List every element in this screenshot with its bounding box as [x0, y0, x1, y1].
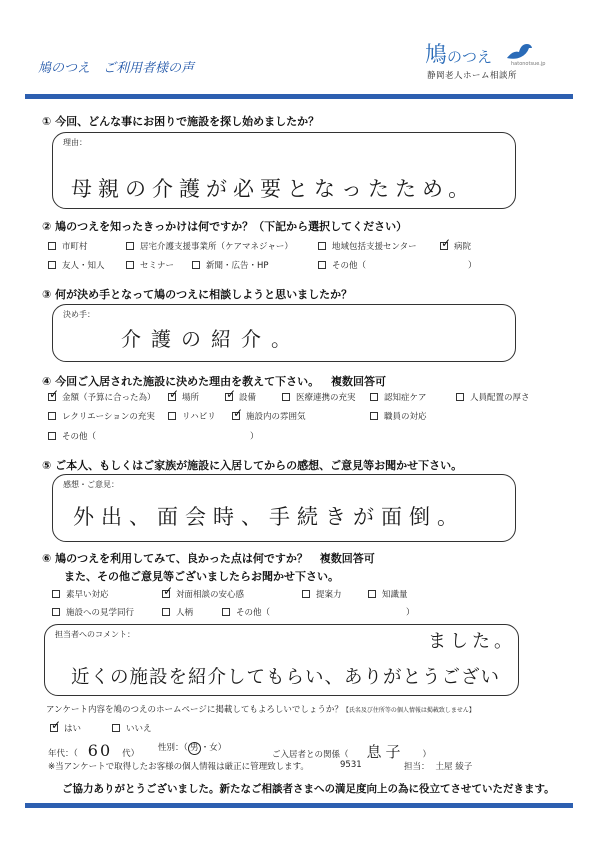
checkbox[interactable]	[48, 242, 56, 250]
logo-subtitle: 静岡老人ホーム相談所	[427, 71, 518, 81]
q4-option-6[interactable]	[456, 391, 530, 403]
option-label: 施設への見学同行	[66, 608, 135, 618]
q5-answer: 外出、面会時、手続きが面倒。	[73, 505, 465, 529]
option-label: 居宅介護支援事業所（ケアマネジャー）	[140, 242, 293, 252]
q4-option-9[interactable]	[232, 406, 306, 422]
q3-question: ③ 何が決め手となって鳩のつえに相談しようと思いましたか？	[42, 288, 353, 301]
option-label: 市町村	[62, 242, 88, 252]
checkbox[interactable]	[302, 590, 310, 598]
q4-option-1[interactable]	[48, 387, 156, 403]
logo-wordmark	[425, 38, 492, 69]
q2-option-7[interactable]	[192, 259, 269, 271]
option-label: 素早い対応	[66, 590, 109, 600]
option-label: その他（	[62, 432, 97, 442]
q1-question: ① 今回、どんな事にお困りで施設を探し始めましたか？	[42, 115, 320, 128]
q6-option-3[interactable]	[302, 588, 342, 600]
q4-option-other[interactable]	[48, 430, 96, 442]
gender-male: 男	[188, 742, 201, 755]
q4-other-close: ）	[250, 432, 259, 442]
option-label: レクリエーションの充実	[62, 412, 155, 422]
q4-question-text: ④ 今回ご入居された施設に決めた理由を教えて下さい。	[42, 375, 320, 388]
checkbox[interactable]	[318, 261, 326, 269]
q4-question	[42, 373, 386, 389]
consent-yes[interactable]	[50, 718, 82, 734]
relation-close: ）	[422, 750, 432, 760]
checkbox[interactable]	[318, 242, 326, 250]
consent-question	[46, 703, 475, 715]
checkbox[interactable]	[192, 261, 200, 269]
checkbox[interactable]	[456, 393, 464, 401]
q1-answer: 母親の介護が必要となったため。	[71, 177, 476, 201]
relation-value: 息子	[366, 743, 405, 761]
q4-option-3[interactable]	[225, 387, 257, 403]
consent-note: 【氏名及び住所等の個人情報は掲載致しません】	[342, 707, 475, 714]
checkbox[interactable]	[112, 724, 120, 732]
q1-label: 理由：	[63, 138, 87, 147]
gender-field	[158, 741, 226, 755]
checkbox[interactable]	[52, 590, 60, 598]
staff	[404, 760, 472, 772]
checkbox-checked[interactable]: ✓	[441, 236, 452, 250]
pigeon-icon	[505, 40, 533, 62]
q2-option-5[interactable]	[48, 259, 105, 271]
checkbox[interactable]	[168, 412, 176, 420]
comment-line2: 近くの施設を紹介してもらい、ありがとうござい	[71, 667, 501, 688]
checkbox[interactable]	[48, 261, 56, 269]
footer-divider	[25, 803, 573, 808]
option-label: 病院	[454, 242, 472, 252]
option-label: 友人・知人	[62, 261, 105, 271]
q4-option-8[interactable]	[168, 410, 216, 422]
footer-thanks: ご協力ありがとうございました。新たなご相談者さまへの満足度向上の為に役立てさせていただきます。	[62, 783, 555, 795]
q6-option-6[interactable]	[162, 606, 193, 618]
checkbox-checked[interactable]: ✓	[163, 584, 174, 598]
option-label: 地域包括支援センター	[332, 242, 417, 252]
logo-url: hatonotsue.jp	[511, 61, 546, 67]
age-label: 年代：（	[48, 749, 78, 759]
checkbox[interactable]	[52, 608, 60, 616]
q2-other-close: ）	[468, 261, 477, 271]
q2-option-1[interactable]	[48, 240, 88, 252]
checkbox[interactable]	[162, 608, 170, 616]
option-label: 新聞・広告・HP	[206, 261, 269, 271]
checkbox-checked[interactable]: ✓	[49, 387, 60, 401]
privacy-note: ※当アンケートで取得したお客様の個人情報は厳正に管理致します。	[48, 762, 309, 772]
age-unit: 代）	[122, 749, 140, 759]
survey-title: 鳩のつえ ご利用者様の声	[38, 61, 195, 76]
q6-option-4[interactable]	[368, 588, 408, 600]
gender-female: 女	[209, 743, 218, 753]
comment-box	[44, 624, 519, 696]
q4-option-2[interactable]	[168, 387, 200, 403]
checkbox[interactable]	[370, 412, 378, 420]
option-label: セミナー	[140, 261, 175, 271]
checkbox[interactable]	[368, 590, 376, 598]
option-label: 人員配置の厚さ	[470, 393, 530, 403]
option-label: リハビリ	[182, 412, 216, 422]
checkbox-checked[interactable]: ✓	[233, 406, 244, 420]
checkbox[interactable]	[48, 432, 56, 440]
q2-option-4[interactable]	[440, 236, 472, 252]
checkbox-checked[interactable]: ✓	[169, 387, 180, 401]
option-label: はい	[64, 724, 82, 734]
q6-question-text: ⑥ 鳩のつえを利用してみて、良かった点は何ですか？	[42, 552, 308, 565]
consent-question-text: アンケート内容を鳩のつえのホームページに掲載してもよろしいでしょうか？	[46, 705, 343, 715]
option-label: 金額（予算に合った為）	[62, 393, 156, 403]
option-label: 知識量	[382, 590, 408, 600]
gender-sep: ・	[200, 743, 210, 753]
age-value: 60	[87, 741, 113, 760]
q5-question: ⑤ ご本人、もしくはご家族が施設に入居してからの感想、ご意見等お聞かせ下さい。	[42, 459, 463, 472]
option-label: 提案力	[316, 590, 342, 600]
logo	[425, 38, 555, 83]
q1-answer-box	[52, 132, 516, 209]
q5-answer-box	[52, 474, 516, 542]
q6-question	[42, 550, 375, 566]
option-label: 認知症ケア	[384, 393, 427, 403]
option-label: 場所	[182, 393, 200, 403]
q2-option-2[interactable]	[126, 240, 293, 252]
checkbox[interactable]	[48, 412, 56, 420]
q3-label: 決め手：	[63, 310, 95, 319]
age-field	[48, 741, 139, 760]
gender-close: ）	[217, 743, 227, 753]
q2-option-8[interactable]	[318, 259, 366, 271]
checkbox[interactable]	[126, 261, 134, 269]
q3-answer: 介護の紹介。	[121, 327, 301, 351]
option-label: 対面相談の安心感	[176, 590, 245, 600]
q6-other-close: ）	[406, 608, 415, 618]
option-label: その他（	[236, 608, 271, 618]
q6-question-line2: また、その他ご意見等ございましたらお聞かせ下さい。	[64, 570, 339, 583]
q5-label: 感想・ご意見：	[63, 480, 119, 489]
option-label: その他（	[332, 261, 367, 271]
q6-note: 複数回答可	[319, 552, 375, 565]
relation-field	[272, 741, 431, 762]
staff-label: 担当：	[404, 762, 430, 772]
checkbox-checked[interactable]: ✓	[226, 387, 237, 401]
option-label: いいえ	[126, 724, 152, 734]
checkbox[interactable]	[282, 393, 290, 401]
q4-option-4[interactable]	[282, 391, 356, 403]
q4-option-7[interactable]	[48, 410, 155, 422]
q6-option-2[interactable]	[162, 584, 245, 600]
staff-name: 土屋 綾子	[435, 762, 473, 772]
option-label: 設備	[239, 393, 257, 403]
option-label: 職員の対応	[384, 412, 427, 422]
option-label: 人柄	[176, 608, 194, 618]
q3-answer-box	[52, 304, 516, 362]
relation-label: ご入居者との関係（	[272, 750, 349, 760]
survey-number: 9531	[340, 760, 362, 770]
q4-option-10[interactable]	[370, 410, 427, 422]
comment-line1: ました。	[428, 631, 516, 652]
checkbox-checked[interactable]: ✓	[51, 718, 62, 732]
checkbox[interactable]	[126, 242, 134, 250]
option-label: 医療連携の充実	[296, 393, 356, 403]
q2-option-6[interactable]	[126, 259, 174, 271]
logo-name-small: のつえ	[447, 48, 493, 66]
option-label: 施設内の雰囲気	[246, 412, 306, 422]
q6-option-1[interactable]	[52, 588, 109, 600]
q2-option-3[interactable]	[318, 240, 417, 252]
q4-option-5[interactable]	[370, 391, 427, 403]
q6-option-7[interactable]	[222, 606, 270, 618]
q4-note: 複数回答可	[331, 375, 386, 388]
checkbox[interactable]	[222, 608, 230, 616]
q6-option-5[interactable]	[52, 606, 134, 618]
header-divider	[25, 94, 573, 99]
consent-no[interactable]	[112, 722, 152, 734]
checkbox[interactable]	[370, 393, 378, 401]
logo-name-main: 鳩	[425, 43, 448, 68]
comment-label: 担当者へのコメント：	[55, 630, 135, 639]
q2-question: ② 鳩のつえを知ったきっかけは何ですか？（下記から選択してください）	[42, 220, 408, 233]
gender-label: 性別：（	[158, 743, 188, 753]
